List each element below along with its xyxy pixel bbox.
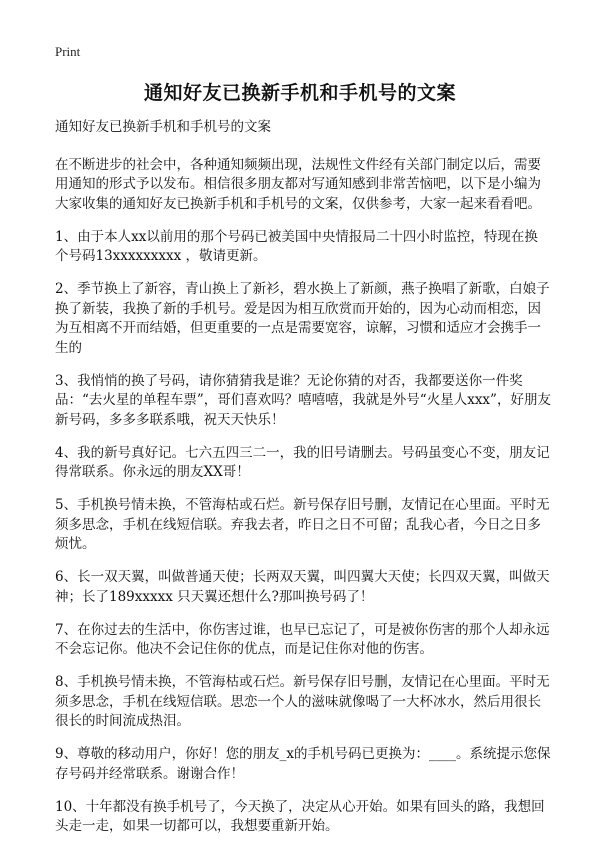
list-item: 4、我的新号真好记。七六五四三二一，我的旧号请删去。号码虽变心不变，朋友记得常联系。你永远的朋友XX哥！ <box>55 444 550 480</box>
document-subtitle: 通知好友已换新手机和手机号的文案 <box>55 119 271 135</box>
list-item: 5、手机换号情未换，不管海枯或石烂。新号保存旧号删，友情记在心里面。平时无须多思念，手机在线短信联。弃我去者，昨日之日不可留；乱我心者，今日之日多烦忧。 <box>55 497 550 552</box>
list-item: 8、手机换号情未换，不管海枯或石烂。新号保存旧号删，友情记在心里面。平时无须多思念，手机在线短信联。思恋一个人的滋味就像喝了一大杯冰水，然后用很长很长的时间流成热泪。 <box>55 674 550 729</box>
list-item: 10、十年都没有换手机号了，今天换了，决定从心开始。如果有回头的路，我想回头走一走，如果一切都可以，我想要重新开始。 <box>55 798 545 834</box>
list-item: 7、在你过去的生活中，你伤害过谁，也早已忘记了，可是被你伤害的那个人却永远不会忘记你。他决不会记住你的优点，而是记住你对他的伤害。 <box>55 621 550 657</box>
list-item: 2、季节换上了新容，青山换上了新衫，碧水换上了新颜，燕子换唱了新歌，白娘子换了新装，我换了新的手机号。爱是因为相互欣赏而开始的，因为心动而相恋，因为互相离不开而结婚，但更重要的一点是需要宽容，谅解，习惯和适应才会携手一生的 <box>55 281 550 356</box>
list-item: 1、由于本人xx以前用的那个号码已被美国中央情报局二十四小时监控，特现在换个号码13xxxxxxxxx ，敬请更新。 <box>55 228 538 264</box>
document-body <box>55 118 551 850</box>
list-item: 3、我悄悄的换了号码，请你猜猜我是谁？无论你猜的对否，我都要送你一件奖品：“去火星的单程车票”，哥们喜欢吗？嘻嘻嘻，我就是外号“火星人xxx”，好朋友新号码，多多多联系哦，祝天天快乐！ <box>55 372 551 428</box>
print-link[interactable]: Print <box>55 44 81 59</box>
list-item: 9、尊敬的移动用户，你好！您的朋友_x的手机号码已更换为：____。系统提示您保存号码并经常联系。谢谢合作！ <box>55 746 551 782</box>
intro-paragraph: 在不断进步的社会中，各种通知频频出现，法规性文件经有关部门制定以后，需要用通知的形式予以发布。相信很多朋友都对写通知感到非常苦恼吧，以下是小编为大家收集的通知好友已换新手机和手机号的文案，仅供参考，大家一起来看看吧。 <box>55 156 541 212</box>
page-title: 通知好友已换新手机和手机号的文案 <box>143 82 456 104</box>
list-item: 6、长一双天翼，叫做普通天使；长两双天翼，叫四翼大天使；长四双天翼，叫做天神；长了189xxxxx 只天翼还想什么?那叫换号码了！ <box>55 569 550 605</box>
